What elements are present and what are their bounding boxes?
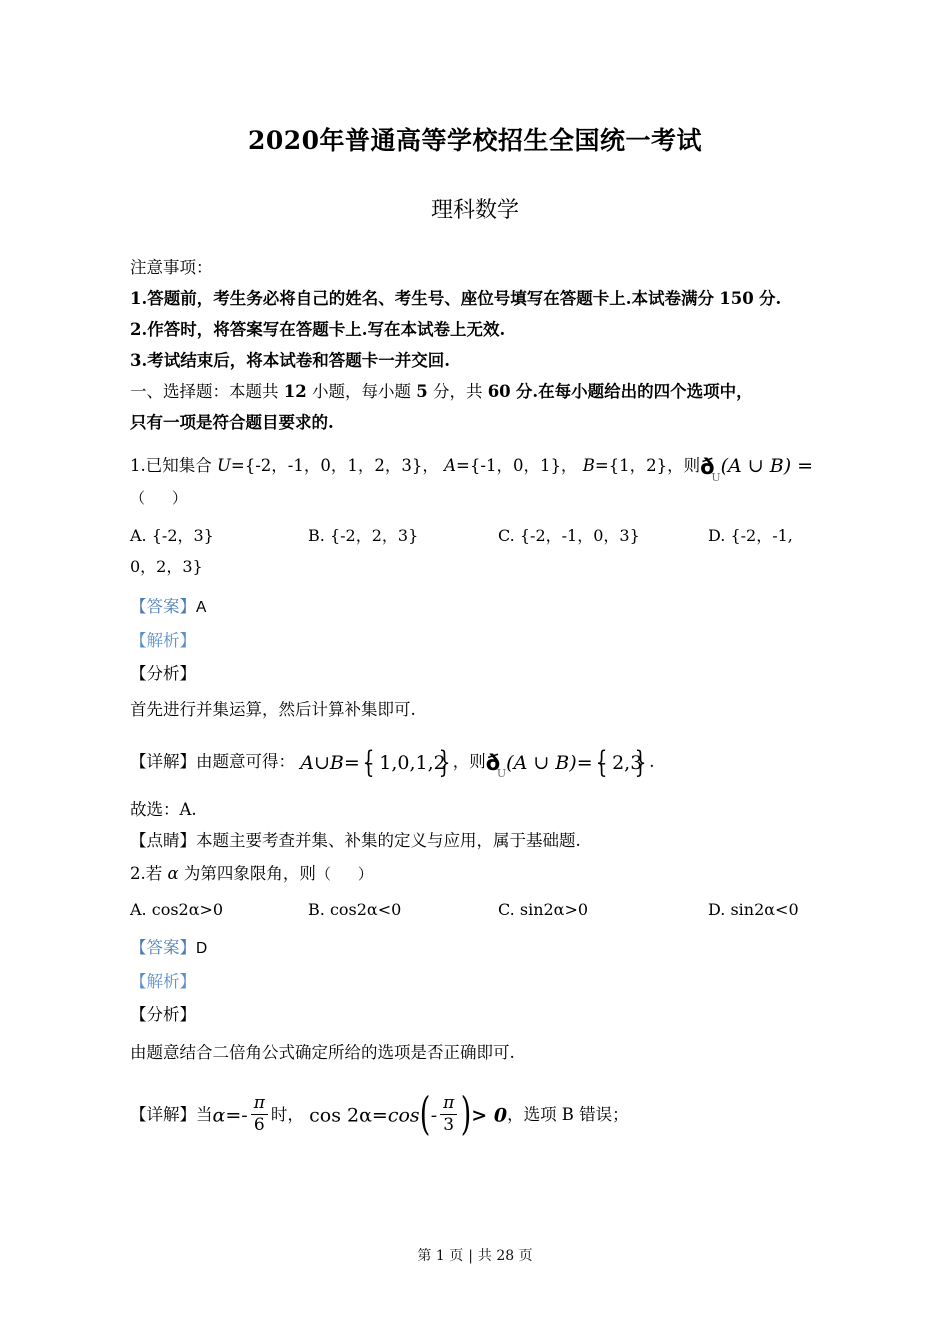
question-2-option-b-text: cos2α<0	[329, 899, 402, 919]
question-2-fenxi-tag: 【分析】	[130, 1004, 196, 1024]
question-2-stem-lead: 若	[145, 863, 163, 883]
notice-item-1-text-c: 分.	[758, 289, 782, 308]
question-2-stem	[130, 858, 820, 890]
section-points-total: 60	[487, 382, 511, 401]
formula-then: 则	[469, 752, 486, 771]
formula-period: .	[649, 752, 655, 771]
notice-item-1-score: 150	[719, 289, 754, 308]
question-2-equals-cos: =cos	[371, 1104, 420, 1126]
question-1-option-c-text: {-2，-1，0，3}	[519, 526, 640, 545]
question-2-option-c[interactable]	[498, 894, 708, 925]
question-1-set-b-value: ={1，2}，	[594, 456, 684, 475]
question-2-fenxi-tag-line	[130, 998, 820, 1031]
notice-section	[130, 252, 820, 376]
question-2-option-d-label: D.	[708, 899, 726, 919]
question-1-option-d-wrap	[130, 551, 820, 582]
formula-set-2: { - 2,3 }	[593, 738, 650, 788]
question-1-answer-tag: 【答案】	[130, 597, 196, 616]
question-1-option-d-text: {-2，-1,	[730, 526, 793, 545]
complement-glyph-2: ð	[485, 750, 501, 775]
question-1-dianjing-text: 本题主要考查并集、补集的定义与应用，属于基础题.	[196, 830, 581, 850]
question-1-set-a-value: ={-1，0，1}，	[456, 456, 578, 475]
question-2-option-a-label: A.	[130, 899, 147, 919]
footer-total-pages: 28	[496, 1248, 515, 1264]
notice-item-1-text-a: 答题前，考生务必将自己的姓名、考生号、座位号填写在答题卡上	[147, 289, 626, 308]
section-header	[130, 376, 820, 438]
question-2-options	[130, 894, 820, 925]
complement-subscript: U	[711, 470, 721, 484]
question-2-jiexi	[130, 965, 820, 998]
question-1-option-b-text: {-2，2，3}	[329, 526, 419, 545]
section-points-each: 5	[416, 382, 428, 401]
question-1-option-d-label: D.	[708, 526, 726, 545]
question-1-option-a-text: {-2，3}	[151, 526, 214, 545]
question-2-xiangjie	[130, 1090, 820, 1141]
footer-page-number: 1	[435, 1248, 445, 1264]
fraction-pi-over-3-denominator: 3	[443, 1114, 455, 1135]
question-2-answer-value: D	[196, 939, 208, 957]
question-2	[130, 858, 820, 1141]
question-1-stem-lead: 已知集合	[145, 456, 212, 475]
question-2-cos-argument	[420, 1090, 472, 1141]
question-1-option-b-label: B.	[308, 526, 325, 545]
question-1-answer	[130, 590, 820, 624]
complement-operator-icon-2	[485, 750, 507, 780]
section-mid-1: 小题，每小题	[311, 382, 411, 401]
question-2-equals-neg: =-	[225, 1104, 248, 1126]
question-1-stem	[130, 450, 820, 514]
question-2-variable: α	[167, 863, 179, 883]
question-2-greater-than-zero: > 0	[471, 1104, 508, 1126]
section-header-line-2-text: 只有一项是符合题目要求的.	[130, 413, 334, 432]
question-1-fenxi-tag: 【分析】	[130, 664, 196, 683]
question-1-jiexi-tag: 【解析】	[130, 631, 196, 650]
question-1-formula-rhs	[506, 752, 649, 774]
cos-2-alpha-text: cos 2α	[309, 1104, 372, 1126]
question-2-option-b-label: B.	[308, 899, 325, 919]
question-1-set-b: B	[582, 456, 595, 475]
question-1-option-a-label: A.	[130, 526, 147, 545]
question-2-formula-comma: ，	[507, 1104, 524, 1124]
fraction-pi-over-6-numerator: π	[251, 1094, 268, 1114]
question-1-option-b[interactable]	[308, 520, 498, 551]
fraction-pi-over-3	[440, 1094, 457, 1134]
formula-b: B	[329, 751, 344, 774]
formula-equals-1: =	[343, 751, 360, 774]
question-1-set-u: U	[217, 456, 231, 475]
section-header-line-1	[130, 376, 820, 407]
fraction-pi-over-3-numerator: π	[440, 1094, 457, 1114]
question-1-jiexi	[130, 624, 820, 657]
question-1	[130, 450, 820, 856]
notice-item-1	[130, 283, 820, 314]
question-2-option-d[interactable]	[708, 894, 799, 925]
question-1-answer-value: A	[196, 599, 207, 616]
complement-glyph: ð	[700, 454, 715, 479]
question-1-xiangjie-lead: 由题意可得：	[196, 752, 295, 771]
question-1-fenxi-tag-line	[130, 657, 820, 690]
complement-operator-icon	[700, 454, 721, 484]
question-2-option-c-text: sin2α>0	[519, 899, 589, 919]
question-1-option-c[interactable]	[498, 520, 708, 551]
formula-a: A	[300, 751, 314, 774]
notice-item-2	[130, 314, 820, 345]
notice-item-3	[130, 345, 820, 376]
question-2-stem-rest: 为第四象限角，则	[183, 863, 316, 883]
question-1-choice: 故选：A.	[130, 799, 197, 819]
footer-total-unit: 页	[518, 1248, 533, 1264]
question-2-formula-tail: 选项 B 错误；	[523, 1104, 629, 1124]
question-2-formula-lead: 当	[196, 1104, 213, 1124]
question-2-xiangjie-tag: 【详解】	[130, 1104, 196, 1124]
page-subtitle: 理科数学	[430, 198, 519, 223]
question-1-formula	[300, 752, 452, 774]
notice-item-3-text: 考试结束后，将本试卷和答题卡一并交回.	[147, 351, 450, 370]
question-1-option-d-wrap-text: 0，2，3}	[130, 557, 203, 576]
question-1-number: 1.	[130, 456, 146, 475]
page-footer	[0, 1245, 950, 1265]
question-2-cos2alpha	[309, 1104, 372, 1126]
footer-page-unit: 页	[449, 1248, 464, 1264]
question-2-time: 时，	[270, 1104, 304, 1124]
notice-item-1-text-b: .本试卷满分	[625, 289, 714, 308]
formula-equals-2: =	[576, 751, 593, 774]
question-2-inner-negative: -	[430, 1104, 438, 1126]
page-title: 2020年普通高等学校招生全国统一考试	[247, 126, 703, 155]
formula-argument: (A ∪ B)	[506, 751, 577, 774]
question-1-answer-blank: （ ）	[130, 489, 194, 507]
notice-item-2-text: 作答时，将答案写在答题卡上.写在本试卷上无效.	[147, 320, 506, 339]
question-1-option-a[interactable]	[130, 520, 308, 551]
section-question-count: 12	[283, 382, 307, 401]
question-1-dianjing-tag: 【点睛】	[130, 830, 196, 850]
footer-total-prefix: 共	[477, 1248, 492, 1264]
question-1-complement-expression: (A ∪ B) =	[720, 455, 814, 477]
footer-page-prefix: 第	[417, 1248, 432, 1264]
fraction-pi-over-6	[251, 1094, 268, 1134]
notice-heading: 注意事项：	[130, 258, 213, 277]
question-1-xiangjie	[130, 737, 820, 788]
notice-item-2-number: 2.	[130, 320, 148, 339]
question-2-option-c-label: C.	[498, 899, 515, 919]
formula-comma: ，	[452, 752, 470, 771]
question-1-set-u-value: ={-2，-1，0，1，2，3}，	[230, 456, 439, 475]
question-2-option-d-text: sin2α<0	[730, 899, 799, 919]
question-1-option-c-label: C.	[498, 526, 515, 545]
question-1-stem-then: 则	[683, 456, 701, 475]
complement-subscript-2: U	[496, 766, 507, 780]
question-1-xiangjie-tag: 【详解】	[130, 752, 196, 771]
section-header-line-2	[130, 407, 820, 438]
question-1-options	[130, 520, 820, 551]
question-1-option-d[interactable]	[708, 520, 793, 551]
question-2-jiexi-tag: 【解析】	[130, 971, 196, 991]
question-2-answer-blank: （ ）	[315, 864, 379, 883]
question-2-fenxi-text: 由题意结合二倍角公式确定所给的选项是否正确即可.	[130, 1042, 515, 1062]
question-1-fenxi-text: 首先进行并集运算，然后计算补集即可.	[130, 700, 416, 719]
notice-item-3-number: 3.	[130, 351, 148, 370]
formula-union-icon: ∪	[313, 751, 330, 774]
question-1-set-a: A	[444, 456, 457, 475]
question-2-answer-tag: 【答案】	[130, 937, 196, 957]
question-2-answer	[130, 931, 820, 965]
question-2-alpha: α	[212, 1104, 226, 1126]
question-2-option-a-text: cos2α>0	[151, 899, 224, 919]
section-suffix: 分.在每小题给出的四个选项中，	[515, 382, 753, 401]
question-2-option-b[interactable]	[308, 894, 498, 925]
section-mid-2: 分，共	[432, 382, 483, 401]
question-1-dianjing	[130, 825, 820, 856]
notice-item-1-number: 1.	[130, 289, 148, 308]
question-2-number: 2.	[130, 863, 146, 883]
section-prefix: 一、选择题：本题共	[130, 382, 279, 401]
footer-separator: |	[468, 1248, 473, 1264]
formula-set-1: { - 1,0,1,2 }	[360, 738, 453, 788]
question-2-option-a[interactable]	[130, 894, 308, 925]
fraction-pi-over-6-denominator: 6	[253, 1114, 265, 1135]
